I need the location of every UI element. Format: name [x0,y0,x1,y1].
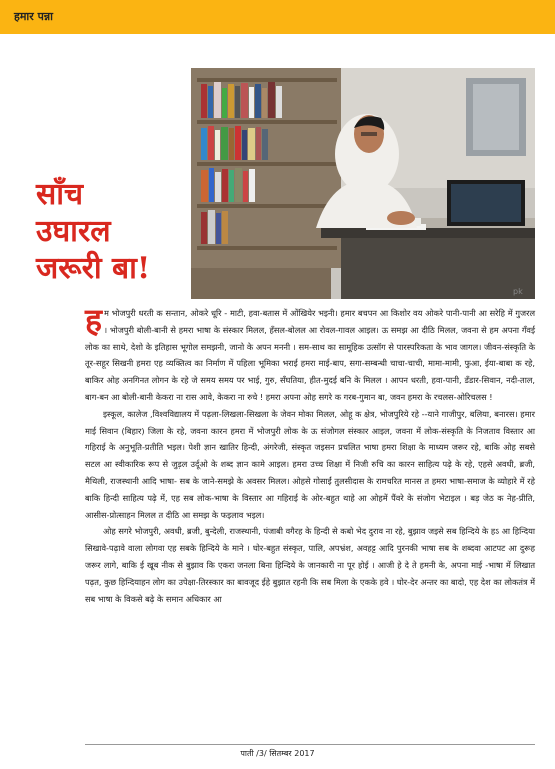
portrait-photo [191,68,535,299]
portrait-photo-illustration [191,68,535,299]
article-paragraph-2: इस्कूल, कालेज ,विश्वविद्यालय में पढ़ला-लिखला-सिखला के जेवन मोका मिलल, ओहू क क्षेत्र, भोजपुरिये रहे --याने गाजीपुर, बलिया, बनारस। हमार माई सिवान (बिहार) जिला के रहे, जवना कारन हमरा में भोजपुरी लोक के ऊ संजोगल संस्कार आइल, जवना में लोक-संस्कृति के निजताव विस्तार आ गहिराई के अनुभूति-प्रतीति भइल। पेशी ज्ञान खातिर हिन्दी, अंगरेजी, संस्कृत जइसन प्रचलित भाषा हमरा शिक्षा के माध्यम जरूर रहे, बाकि ओह सबसे सटल आ स्वीकारिक रूप से जुड़ल उर्दूओ के शब्द ज्ञान कामे आइल। हमरा उच्च शिक्षा में निजी रुचि का कारन साहित्य पढ़े के रहे, एहसे अवधी, ब्रजी, मैथिली, राजस्थानी आदि भाषा- सब के जाने-समझे के अवसर मिलल। ओहसे गोसाईं तुलसीदास के रामचरित मानस त हमरा भाषा-समाज के व्योहारे में रहे बाकि हिन्दी साहित्य पढ़े में, एह सब लोक-भाषा के विस्तार आ गहिराई के ओर-बहुत थाहे आ ओहमें पैंवरे के संजोग भेटाइल । बड़ जेठ क नेह-प्रीति, आसीस-प्रोत्साहन मिलल त दीठि आ समझ के फइलाव भइल। [85,408,535,520]
article-paragraph-3: ओह सगरे भोजपुरी, अवधी, ब्रजी, बुन्देली, राजस्थानी, पंजाबी वगैरह के हिन्दी से कबो भेद दुराव ना रहे, बुझाव जइसे सब हिन्दिये के हऽ आ हिन्दिया सिखावे-पढ़ावे वाला लोगवा एह सबके हिन्दिये के माने । घोर-बहुत संस्कृत, पालि, अपभ्रंश, अवहट्ट आदि पुरनकी भाषा सब के शब्दवा आटपट आ दुरूह जरूर लागे, बाकि ई खूब नीक से बुझाव कि एकरा जनला बिना हिन्दिये के जानकारी ना पूर होई । आजी हे दे ते हमनी के, अपना माई -भाषा में लिखात पढ़त, कुछ हिन्दियाहन लोग का उपेक्षा-तिरस्कार का बावजूद ईहे बुझात रहनी कि सब मिला के एकके हवे । घोर-देर अन्तर का बादो, एह देश का लोकतंत्र में सब भाषा के विकसे बढ़े के समान अधिकार आ [85,526,535,604]
drop-cap: ह [85,301,102,339]
article-paragraph-1 [85,301,535,406]
section-header-bar [0,0,555,34]
footer-divider [85,744,535,745]
photo-watermark: pk [513,287,523,296]
article-body [85,301,535,607]
headline [36,176,196,287]
headline-line-2: उघारल [36,214,111,249]
article-paragraph-1-text: म भोजपुरी धरती क सन्तान, ओकरे धूरि - माटी, हवा-बतास में ओंखियेर भइनी। हमार बचपन आ किशोर वय ओकरे पानी-पानी आ सरेहि में गुजरल । भोजपुरी बोली-बानी से हमरा भाषा के संस्कार मिलल, हँसल-बोलल आ रोवल-गावल आइल। ऊ समझ आ दीठि मिलल, जवना से हम अपना गँवई लोक का साथे, देशो के इतिहास भूगोल समझनी, जानो के अपन मननी । सम-साथ का सामूहिक उत्सॉग से पारस्परिकता के भाव जागल। जीवन-संस्कृति के तूर-सहूर सिखनी हमरा एह व्यक्तित्व का निर्माण में पहिला भूमिका भराई हमरा माई-बाप, सगा-सम्बन्धी चाचा-चाची, मामा-मामी, फुआ, ईया-बाबा क रहे, बाकिर ओह अनगिनत लोगन के रहे जे समय समय पर भाई, गुरु, सँघतिया, हीत-मुदई बनि के मिलल । आपन धरती, हवा-पानी, डँडार-सिवान, नदी-ताल, बाग-बन आ बोली-बानी केकरा ना रास आवे, केकरा ना रुचे ! हमरा अपना ओह सगरे क गरब-गुमान बा, जवन हमरा के रचलस-ओरिचलस ! [85,308,535,402]
headline-line-3: जरूरी बा! [36,251,151,286]
headline-line-1: साँच [36,177,84,212]
page-footer: पाती /3/ सितम्बर 2017 [240,749,315,758]
section-label: हमार पन्ना [14,10,53,23]
